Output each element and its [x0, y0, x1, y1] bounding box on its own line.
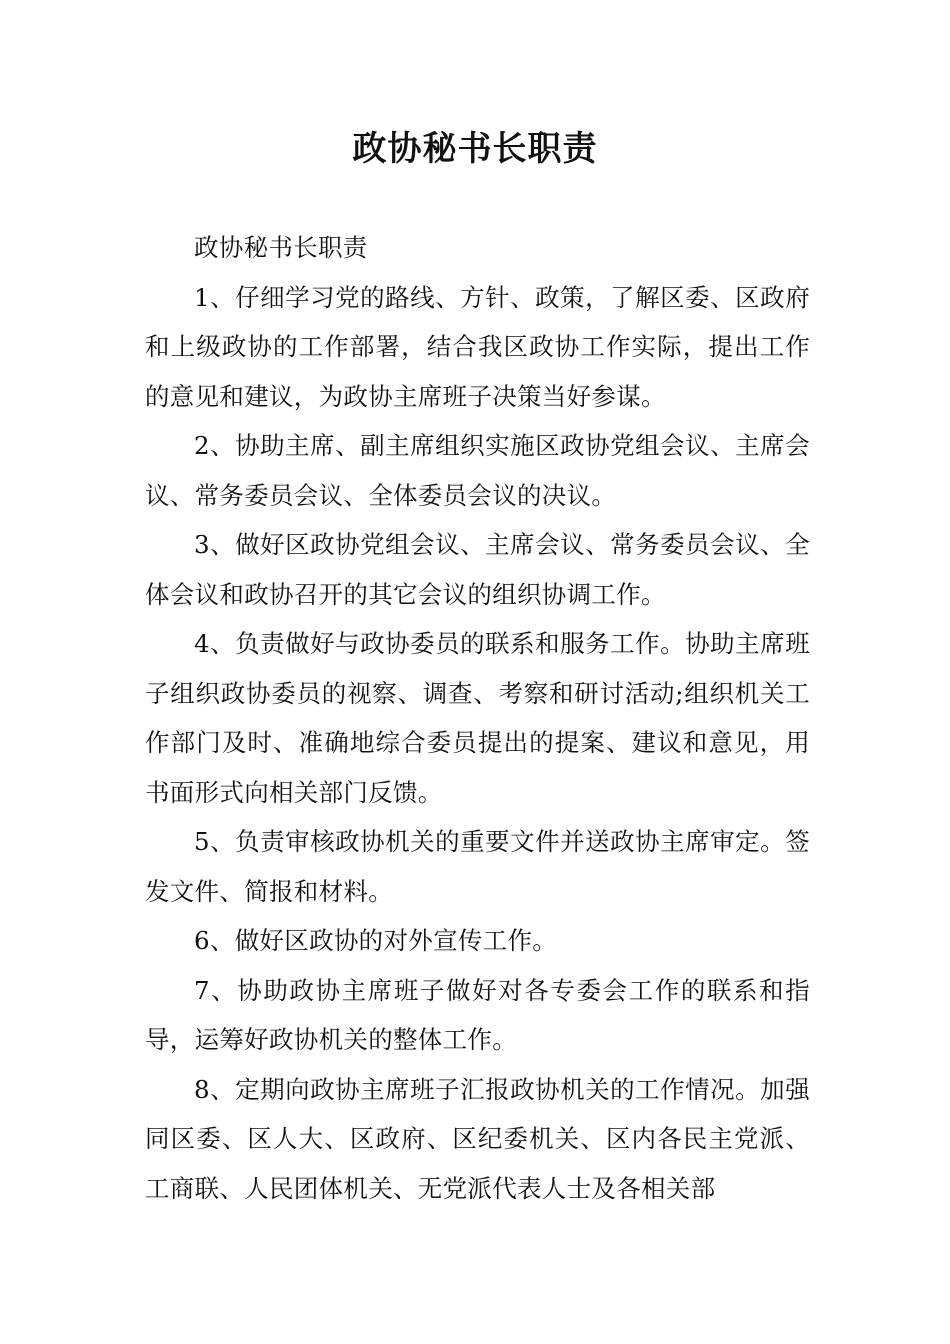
duty-item-7: 7、协助政协主席班子做好对各专委会工作的联系和指导，运筹好政协机关的整体工作。 [145, 975, 810, 1054]
document-body [145, 223, 810, 1213]
duty-item-3: 3、做好区政协党组会议、主席会议、常务委员会议、全体会议和政协召开的其它会议的组织协调工作。 [145, 530, 810, 609]
section-heading: 政协秘书长职责 [194, 233, 368, 262]
document-title: 政协秘书长职责 [352, 129, 598, 169]
duty-item-2: 2、协助主席、副主席组织实施区政协党组会议、主席会议、常务委员会议、全体委员会议的决议。 [145, 431, 810, 510]
duty-item-6: 6、做好区政协的对外宣传工作。 [194, 926, 558, 955]
duty-item-8: 8、定期向政协主席班子汇报政协机关的工作情况。加强同区委、区人大、区政府、区纪委机关、区内各民主党派、工商联、人民团体机关、无党派代表人士及各相关部 [145, 1074, 810, 1203]
duty-item-1: 1、仔细学习党的路线、方针、政策，了解区委、区政府和上级政协的工作部署，结合我区政协工作实际，提出工作的意见和建议，为政协主席班子决策当好参谋。 [145, 282, 810, 411]
duty-item-4: 4、负责做好与政协委员的联系和服务工作。协助主席班子组织政协委员的视察、调查、考察和研讨活动;组织机关工作部门及时、准确地综合委员提出的提案、建议和意见，用书面形式向相关部门反馈。 [145, 629, 810, 807]
duty-item-5: 5、负责审核政协机关的重要文件并送政协主席审定。签发文件、简报和材料。 [145, 827, 810, 906]
